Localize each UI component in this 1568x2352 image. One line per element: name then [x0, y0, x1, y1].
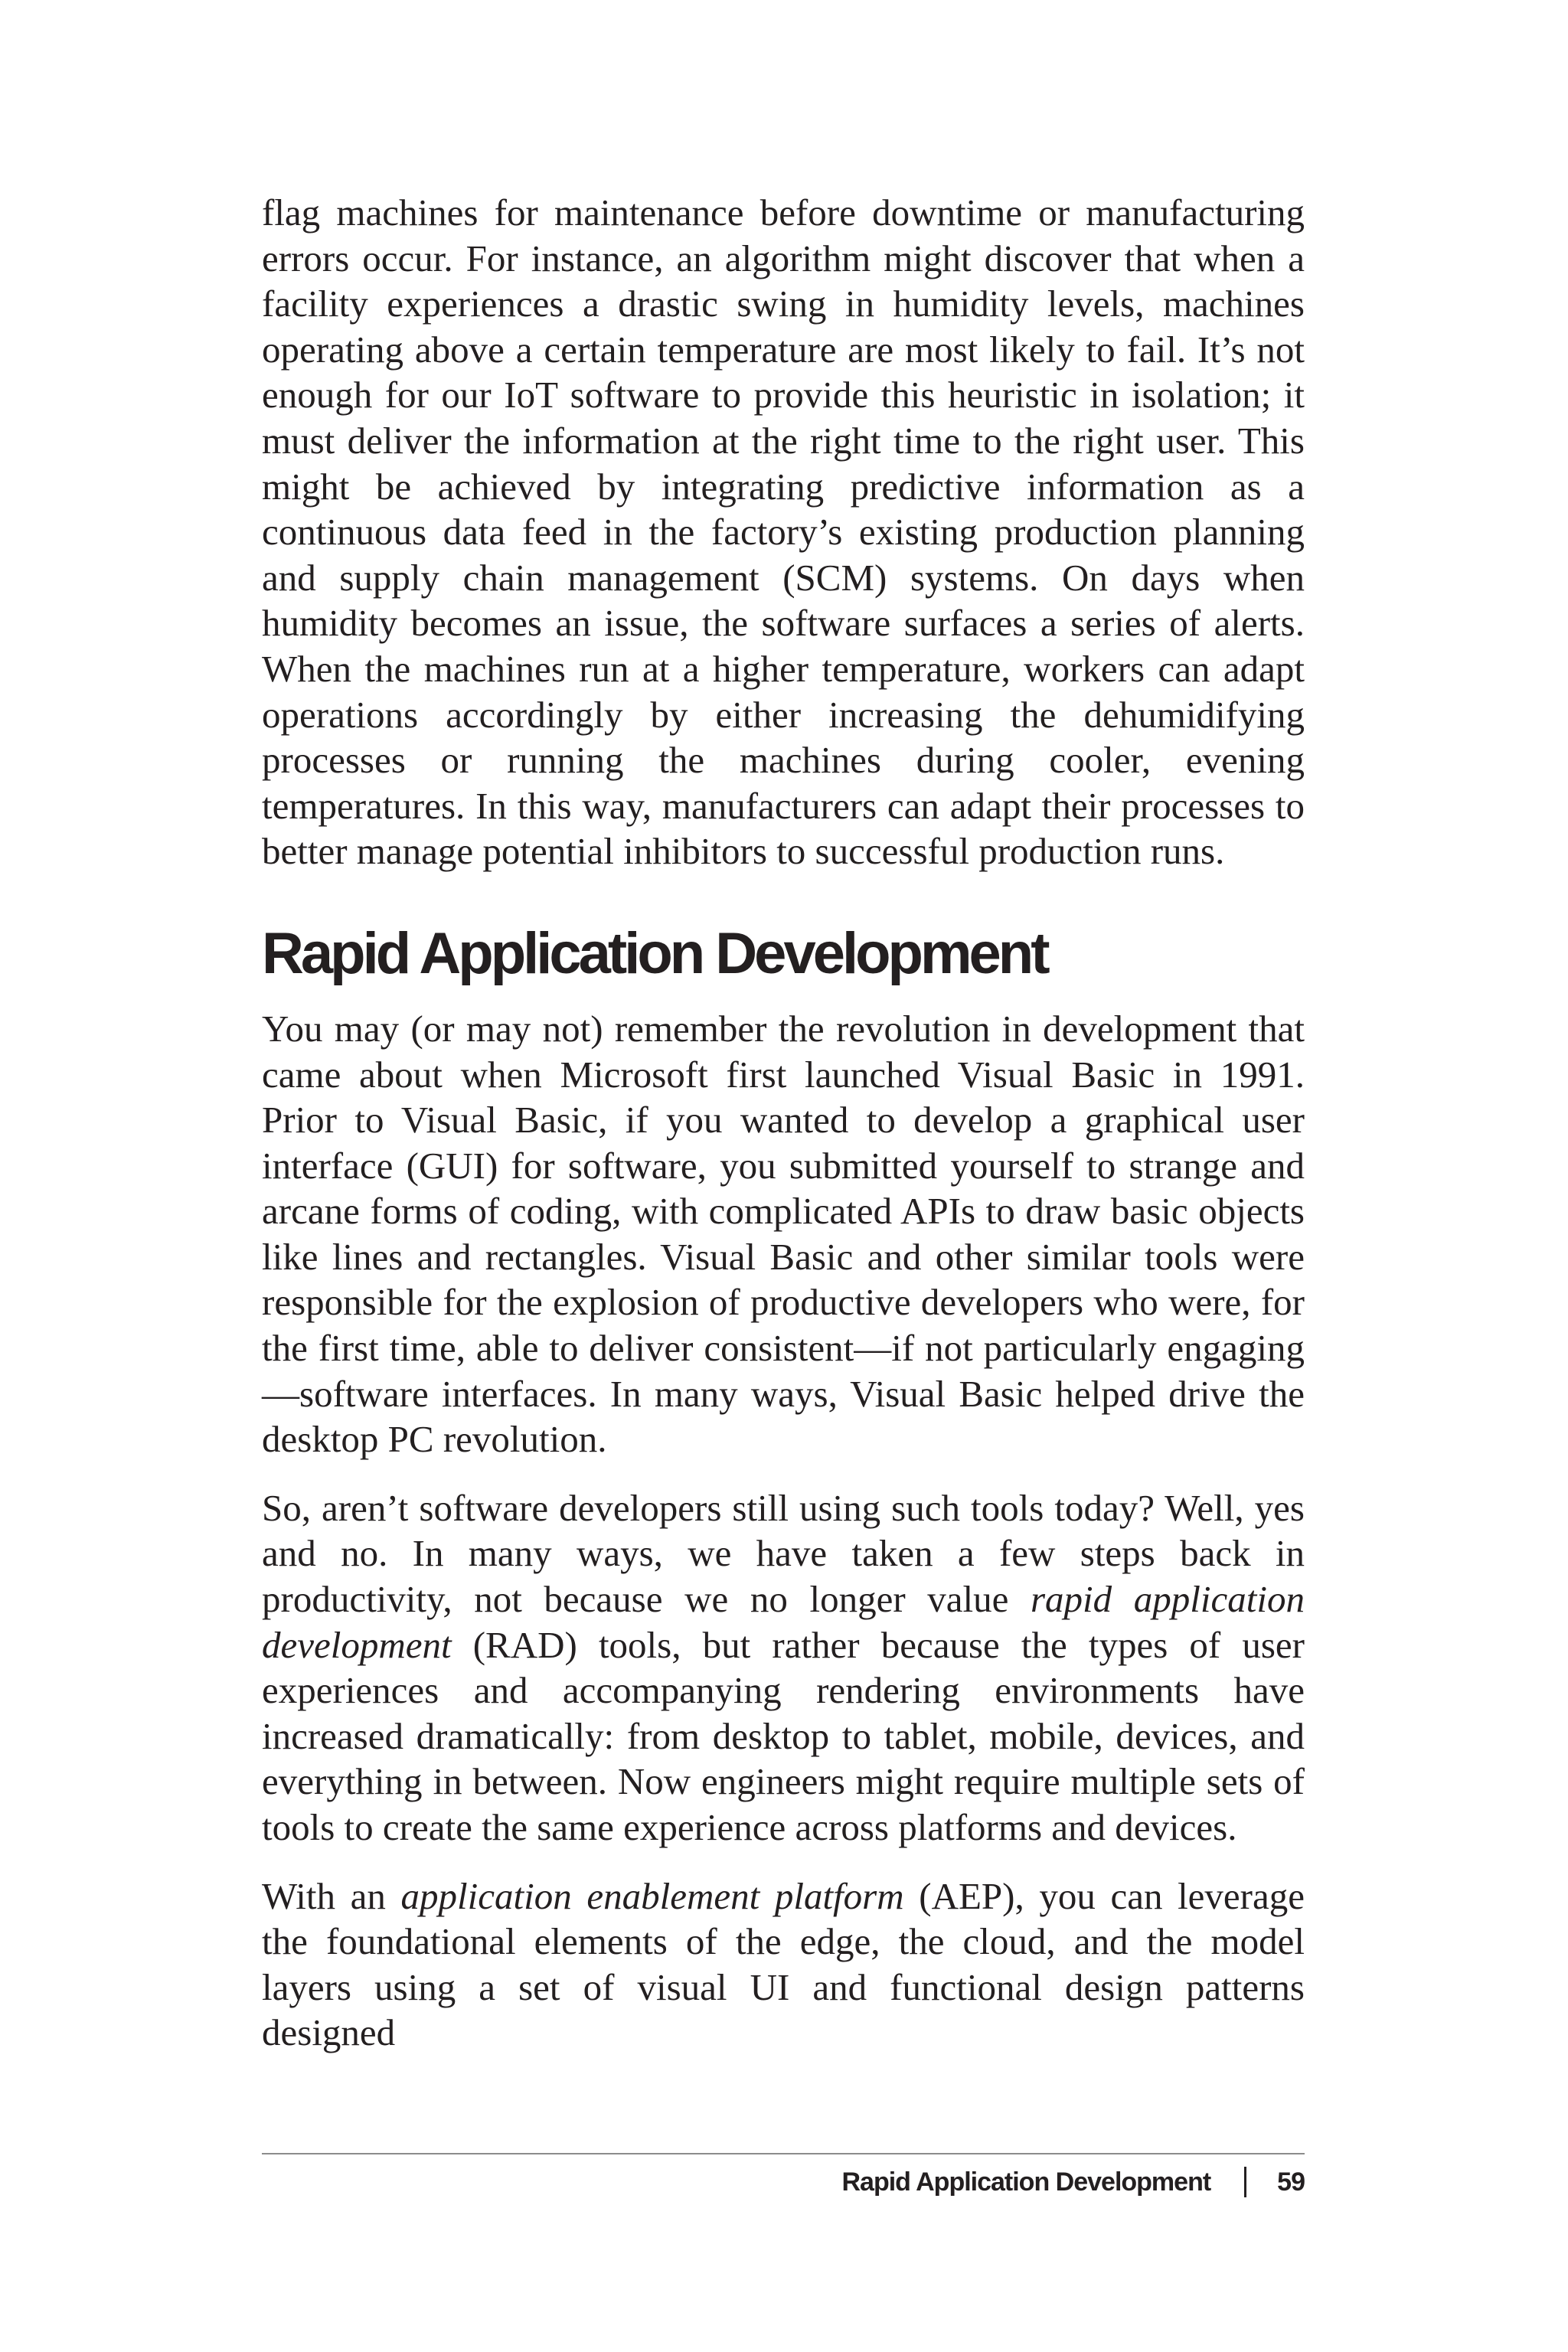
paragraph-2-text: You may (or may not) remember the revolution in development that came about when Microsoft first launched Visual Basic in 1991. Prior to Visual Basic, if you wanted to develop a graphical user interface (GUI) for software, you submitted yourself to strange and arcane forms of coding, with complicated APIs to draw basic objects like lines and rectangles. Visual Basic and other similar tools were responsible for the explosion of productive developers who were, for the first time, able to deliver consistent—if not particularly engaging —software interfaces. In many ways, Visual Basic helped drive the desktop PC revolution.	[262, 1007, 1305, 1461]
paragraph-3-text-a: So, aren’t software developers still using such tools today? Well, yes and no. In many ways, we have taken a few steps back in productivity, not because we no longer value	[262, 1486, 1305, 1621]
section-heading: Rapid Application Development	[262, 920, 1047, 986]
footer-divider	[262, 2153, 1305, 2154]
paragraph-4-text-b: (AEP), you can leverage the foundational elements of the edge, the cloud, and the model layers using a set of visual UI and functional design patterns designed	[262, 1874, 1305, 2054]
aep-term-italic: application enablement platform	[400, 1874, 904, 1917]
running-footer	[841, 2167, 1305, 2197]
rad-term-italic: rapid application development	[262, 1578, 1305, 1666]
body-paragraph-4	[262, 1873, 1305, 2056]
body-paragraph-3	[262, 1485, 1305, 1851]
page-body	[262, 190, 1305, 2056]
paragraph-4-text-a: With an	[262, 1874, 401, 1917]
paragraph-3-text-b: (RAD) tools, but rather because the types of user experiences and accompanying rendering environments have increased dramatically: from desktop to tablet, mobile, devices, and everything in between. Now engineers might require multiple sets of tools to create the same experience across platforms and devices.	[262, 1623, 1305, 1848]
body-paragraph-1	[262, 190, 1305, 874]
page-number: 59	[1277, 2167, 1305, 2197]
footer-section-title: Rapid Application Development	[841, 2167, 1211, 2197]
body-paragraph-2	[262, 1006, 1305, 1462]
footer-separator	[1244, 2167, 1246, 2197]
paragraph-1-text: flag machines for maintenance before downtime or manufacturing errors occur. For instance, an algorithm might discover that when a facility experiences a drastic swing in humidity levels, machines operating above a certain temperature are most likely to fail. It’s not enough for our IoT software to provide this heuristic in isolation; it must deliver the information at the right time to the right user. This might be achieved by integrating predictive information as a continuous data feed in the factory’s existing production planning and supply chain management (SCM) systems. On days when humidity becomes an issue, the software surfaces a series of alerts. When the machines run at a higher temperature, workers can adapt operations accordingly by either increasing the dehumidifying processes or running the machines during cooler, evening temperatures. In this way, manufacturers can adapt their processes to better manage potential inhibitors to successful production runs.	[262, 191, 1305, 873]
